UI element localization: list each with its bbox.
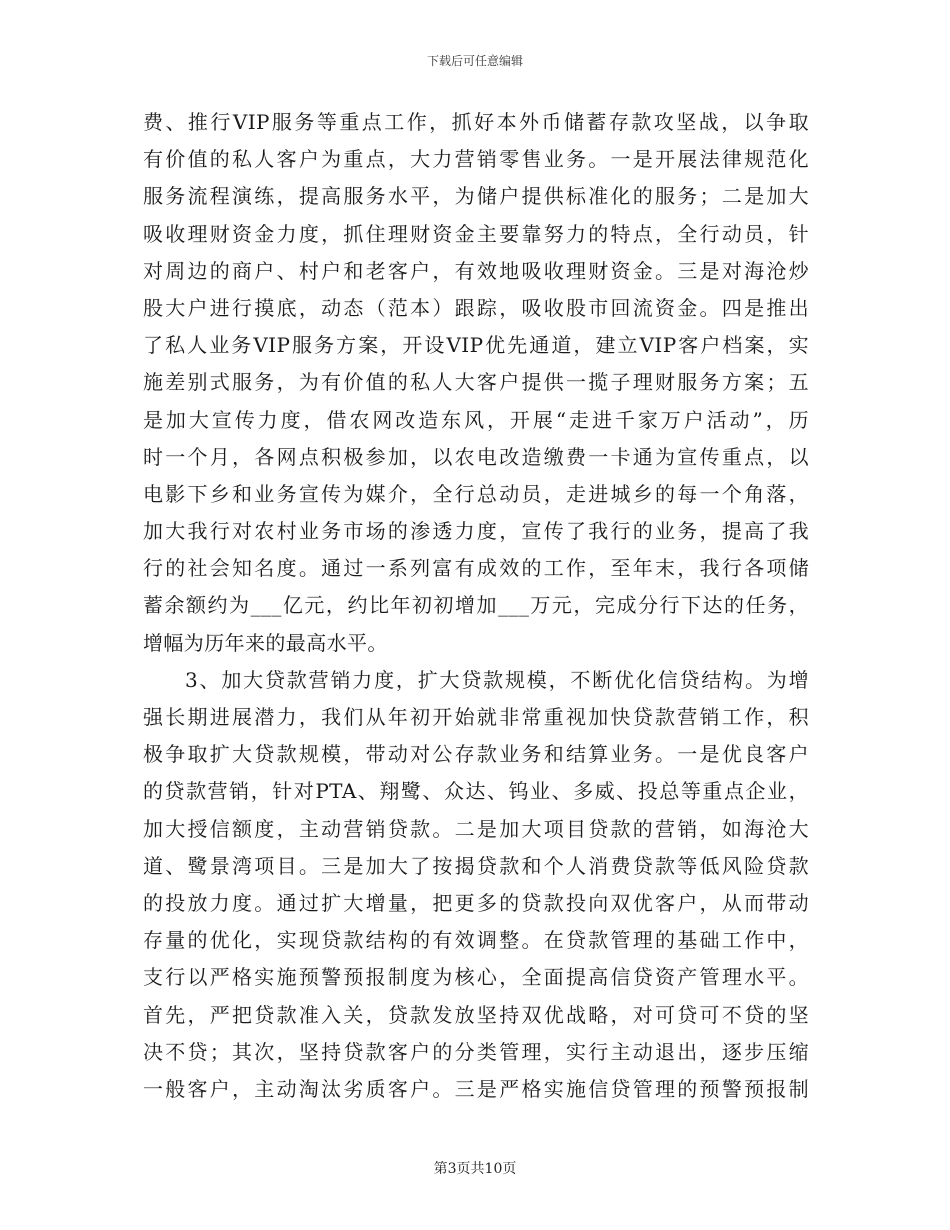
text-line: 增幅为历年来的最高水平。 [143, 630, 388, 655]
text-line: 对周边的商户、村户和老客户，有效地吸收理财资金。三是对海沧炒 [143, 258, 809, 283]
paragraph-1 [143, 104, 809, 662]
page-header: 下载后可任意编辑 [426, 54, 523, 68]
text-line: 有价值的私人客户为重点，大力营销零售业务。一是开展法律规范化 [143, 147, 809, 172]
text-line: 服务流程演练，提高服务水平，为储户提供标准化的服务；二是加大 [143, 184, 809, 209]
text-line: 道、鹭景湾项目。三是加大了按揭贷款和个人消费贷款等低风险贷款 [143, 853, 809, 878]
text-line: 3、加大贷款营销力度，扩大贷款规模，不断优化信贷结构。为增 [185, 667, 809, 692]
text-line: 股大户进行摸底，动态（范本）跟踪，吸收股市回流资金。四是推出 [143, 295, 809, 320]
text-line: 了私人业务VIP服务方案，开设VIP优先通道，建立VIP客户档案，实 [143, 333, 809, 358]
document-body [143, 104, 809, 1108]
text-line: 支行以严格实施预警预报制度为核心，全面提高信贷资产管理水平。 [143, 965, 809, 990]
page-number: 第3页共10页 [433, 1161, 517, 1177]
text-line: 电影下乡和业务宣传为媒介，全行总动员，走进城乡的每一个角落， [143, 481, 809, 506]
text-line: 的投放力度。通过扩大增量，把更多的贷款投向双优客户，从而带动 [143, 890, 809, 915]
text-line: 加大授信额度，主动营销贷款。二是加大项目贷款的营销，如海沧大 [143, 816, 809, 841]
text-line: 施差别式服务，为有价值的私人大客户提供一揽子理财服务方案；五 [143, 370, 809, 395]
text-line: 一般客户，主动淘汰劣质客户。三是严格实施信贷管理的预警预报制 [143, 1076, 809, 1101]
text-line: 是加大宣传力度，借农网改造东风，开展“走进千家万户活动”，历 [143, 407, 809, 432]
text-line: 蓄余额约为___亿元，约比年初初增加___万元，完成分行下达的任务， [143, 593, 809, 618]
text-line: 极争取扩大贷款规模，带动对公存款业务和结算业务。一是优良客户 [143, 742, 809, 767]
text-line: 加大我行对农村业务市场的渗透力度，宣传了我行的业务，提高了我 [143, 519, 809, 544]
text-line: 行的社会知名度。通过一系列富有成效的工作，至年末，我行各项储 [143, 556, 809, 581]
text-line: 时一个月，各网点积极参加，以农电改造缴费一卡通为宣传重点，以 [143, 444, 809, 469]
text-line: 吸收理财资金力度，抓住理财资金主要靠努力的特点，全行动员，针 [143, 221, 809, 246]
text-line: 强长期进展潜力，我们从年初开始就非常重视加快贷款营销工作，积 [143, 705, 809, 729]
text-line: 决不贷；其次，坚持贷款客户的分类管理，实行主动退出，逐步压缩 [143, 1039, 809, 1064]
text-line: 首先，严把贷款准入关，贷款发放坚持双优战略，对可贷可不贷的坚 [143, 1002, 809, 1027]
paragraph-2 [143, 662, 809, 1108]
text-line: 存量的优化，实现贷款结构的有效调整。在贷款管理的基础工作中， [143, 928, 809, 953]
text-line: 费、推行VIP服务等重点工作，抓好本外币储蓄存款攻坚战，以争取 [143, 110, 809, 134]
text-line: 的贷款营销，针对PTA、翔鹭、众达、钨业、多威、投总等重点企业， [143, 779, 809, 804]
